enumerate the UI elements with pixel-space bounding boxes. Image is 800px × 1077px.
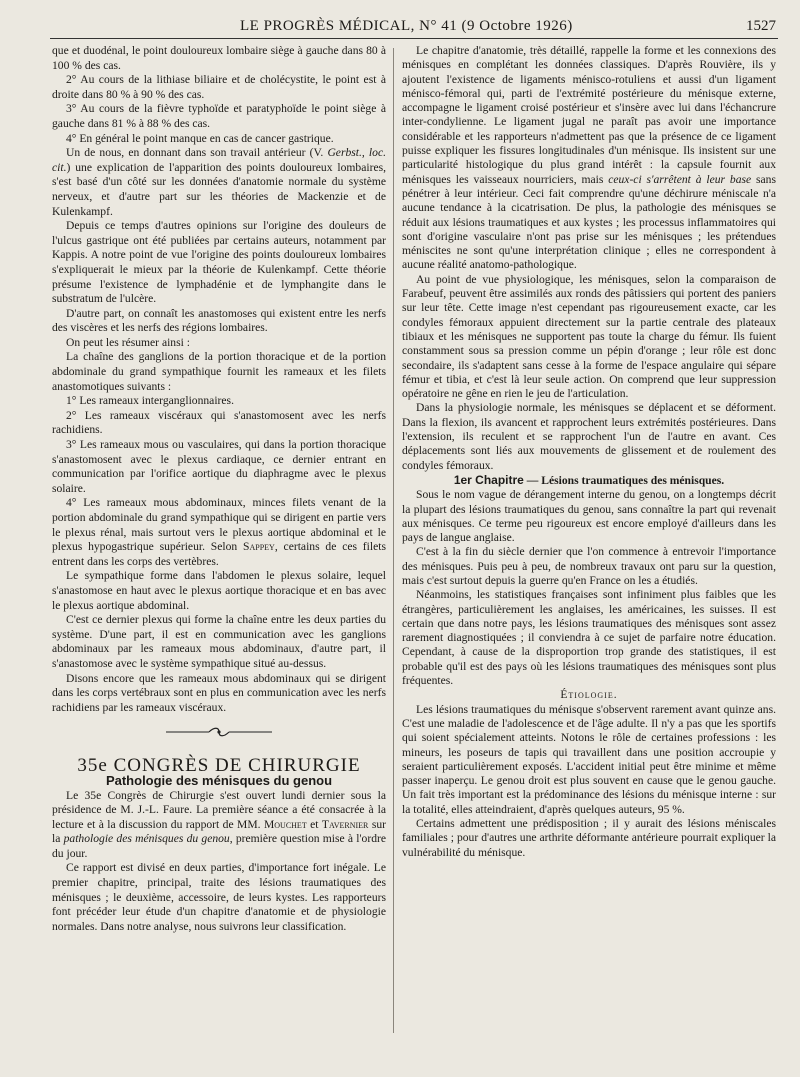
- text-run: , première question mise à l'ordre du jour.: [52, 832, 387, 860]
- paragraph: Le sympathique forme dans l'abdomen le plexus solaire, lequel s'anastomose en haut avec le plexus aortique thoracique et en bas avec le plexus aortique abdominal.: [52, 569, 386, 612]
- text-run: Le 35e Congrès de Chirurgie s'est ouvert lundi dernier sous la présidence de M. J.-L. Faure. La première séance a été consacrée à la lecture et à la discussion du rapport de MM.: [52, 788, 386, 831]
- column-divider: [393, 48, 394, 1033]
- paragraph: 1° Les rameaux interganglionnaires.: [66, 394, 234, 408]
- text-run: sans pénétrer à leur intérieur. Ceci fait comprendre qu'une déchirure méniscale n'a aucune tendance à la cicatrisation. De plus, la pathologie des ménisques se réduit aux lésions traumatiques et aux kystes ; les processus inflammatoires qui sont d'origine vasculaire n'ont pas prise sur les ménisques ; les prétendues méniscites ne sont qu'une interprétation clinique ; elles ne correspondent à aucune réalité anatomo-pathologique.: [402, 172, 776, 272]
- paragraph: D'autre part, on connaît les anastomoses qui existent entre les nerfs des viscères et les nerfs des régions lombaires.: [52, 306, 386, 335]
- ornament-divider: [52, 727, 386, 737]
- paragraph: C'est à la fin du siècle dernier que l'on commence à entrevoir l'importance des ménisques. Puis peu à peu, de nombreux travaux ont paru sur la question, mais c'est surtout depuis la guerre qu'en France on les a étudiés.: [402, 545, 776, 587]
- author-name: Tavernier: [321, 817, 369, 831]
- text-run: 4° Les rameaux mous abdominaux, minces filets venant de la portion abdominale du grand sympathique qui se dirigent en partie vers le plexus rénal, mais surtout vers le plexus aortique abdominal et le plexus hypogastrique supérieur. Selon: [52, 496, 386, 554]
- paragraph: Sous le nom vague de dérangement interne du genou, on a longtemps décrit la plupart des lésions traumatiques du genou, sans connaître la part qui revenait aux ménisques. Ce terme peu rigoureux est encore employé d'ailleurs dans les pays de langue anglaise.: [402, 488, 776, 545]
- paragraph: Disons encore que les rameaux mous abdominaux qui se dirigent dans les corps vertébraux sont en plus en communication avec les nerfs rachidiens par les rameaux viscéraux.: [52, 671, 386, 714]
- running-title: LE PROGRÈS MÉDICAL, N° 41 (9 Octobre 1926): [240, 18, 573, 34]
- flourish-icon: [164, 727, 274, 737]
- chapter-heading: [402, 473, 776, 488]
- paragraph: 2° Les rameaux viscéraux qui s'anastomosent avec les nerfs rachidiens.: [52, 408, 386, 437]
- author-name: Sappey: [243, 540, 275, 554]
- paragraph: La chaîne des ganglions de la portion thoracique et de la portion abdominale du grand sympathique fournit les rameaux et les filets anastomotiques suivants :: [52, 350, 386, 393]
- chapter-subtitle: — Lésions traumatiques des ménisques.: [523, 473, 725, 487]
- article-title: Pathologie des ménisques du genou: [105, 772, 333, 788]
- section-heading: Étiologie.: [560, 689, 618, 702]
- paragraph: [52, 496, 386, 569]
- report-subject: pathologie des ménisques du genou: [63, 832, 230, 846]
- paragraph: 4° En général le point manque en cas de cancer gastrique.: [66, 131, 334, 145]
- text-run: ) une explication de l'apparition des points douloureux lombaires, s'est basé d'un côté sur les données d'anatomie normale du système nerveux, et d'autre part sur les théories de Mackenzie et de Kulenkampf.: [52, 160, 386, 218]
- text-run: Un de nous, en donnant dans son travail antérieur (V.: [66, 146, 328, 160]
- running-header: [50, 16, 778, 39]
- paragraph: [52, 146, 386, 219]
- congress-title: 35e CONGRÈS DE CHIRURGIE: [77, 755, 361, 777]
- paragraph: [402, 44, 776, 273]
- paragraph: Au point de vue physiologique, les ménisques, selon la comparaison de Farabeuf, peuvent être assimilés aux ronds des pâtissiers qui portent des paniers sur leur tête. Cette image n'est cependant pas rigoureusement exacte, car les condyles fémoraux appuient directement sur la partie centrale des plateaux tibiaux et les ménisques ne supportent pas toute la charge du fémur. Ils fuient constamment sous sa pression comme un pépin d'orange ; leur rôle est donc secondaire, ils s'adaptent sans cesse à la forme de l'espace angulaire qui sépare fémur et tibia, et c'est là leur seule action. On comprend que leur suppression opératoire ne gêne en rien le jeu de l'articulation.: [402, 272, 776, 401]
- paragraph: Les lésions traumatiques du ménisque s'observent rarement avant quinze ans. C'est une maladie de l'adolescence et de l'âge adulte. Il n'y a pas que les sportifs qui soient spécialement atteints. Notons le rôle de certaines professions : les mineurs, les poseurs de tapis qui travaillent dans une position accroupie y seraient particulièrement exposés. L'accident initial peut être minime et même passer inaperçu. Le genou droit est plus souvent en cause que le genou gauche. Un fait très important est la prédominance des lésions du ménisque interne : sur la totalité, elles atteindraient, d'après quelques auteurs, 95 %.: [402, 702, 776, 816]
- paragraph: Dans la physiologie normale, les ménisques se déplacent et se déforment. Dans la flexion, ils avancent et rapprochent leurs extrémités postérieures. Dans l'extension, ils reculent et se rapprochent l'un de l'autre en avant. Ces déplacements sont liés aux mouvements de glissement et de roulement des condyles fémoraux.: [402, 401, 776, 472]
- author-name: Mouchet: [263, 817, 307, 831]
- paragraph: que et duodénal, le point douloureux lombaire siège à gauche dans 80 à 100 % des cas.: [52, 44, 386, 72]
- text-run: sur la: [52, 817, 386, 846]
- paragraph: Néanmoins, les statistiques françaises sont infiniment plus faibles que les étrangères, particulièrement les anglaises, les américaines, les suisses. Il est certain que dans notre pays, les lésions traumatiques des ménisques sont assez rarement diagnostiquées ; il conviendra à ce sujet de parfaire notre éducation. Cependant, à cause de la disproportion trop grande des statistiques, il est probable qu'il est des pays où les lésions traumatiques des ménisques sont plus fréquentes.: [402, 588, 776, 688]
- emphasis: ceux-ci s'arrêtent à leur base: [608, 172, 752, 186]
- paragraph: [52, 789, 386, 862]
- paragraph: 3° Au cours de la fièvre typhoïde et paratyphoïde le point siège à gauche dans 81 % à 88 % des cas.: [52, 102, 386, 130]
- text-run: et: [306, 817, 322, 831]
- chapter-label: 1er Chapitre: [453, 472, 524, 487]
- text-run: , certains de ces filets entrent dans les corps des vertèbres.: [52, 540, 386, 568]
- paragraph: 2° Au cours de la lithiase biliaire et de cholécystite, le point est à droite dans 80 % à 90 % des cas.: [52, 73, 386, 101]
- left-column: [52, 44, 386, 934]
- paragraph: 3° Les rameaux mous ou vasculaires, qui dans la portion thoracique s'anastomosent avec le plexus cardiaque, ce dernier entrant en communication par l'orifice aortique du diaphragme avec le plexus solaire.: [52, 438, 386, 495]
- paragraph: Depuis ce temps d'autres opinions sur l'origine des douleurs de l'ulcus gastrique ont été publiées par certains auteurs, notamment par Kappis. A notre point de vue l'origine des points douloureux lombaires s'expliquerait le mieux par la théorie de Kulenkampf. Cette théorie présume l'existence de lymphadénie et de lymphangite dans le substratum de l'ulcère.: [52, 219, 386, 306]
- page-number: 1527: [746, 18, 776, 34]
- paragraph: On peut les résumer ainsi :: [66, 335, 190, 349]
- paragraph: Certains admettent une prédisposition ; il y aurait des lésions méniscales familiales ; pour d'autres une arthrite déformante antérieure pourrait expliquer la vulnérabilité du ménisque.: [402, 817, 776, 859]
- right-column: [402, 44, 776, 860]
- paragraph: Ce rapport est divisé en deux parties, d'importance fort inégale. Le premier chapitre, principal, traite des lésions traumatiques des ménisques ; le deuxième, accessoire, de leurs kystes. Les rapporteurs font précéder leur étude d'un chapitre d'anatomie et de physiologie normales. Dans notre analyse, nous suivrons leur classification.: [52, 861, 386, 933]
- text-run: Le chapitre d'anatomie, très détaillé, rappelle la forme et les connexions des ménisques en complétant les données classiques. D'après Rouvière, ils y ajoutent l'existence de ligaments ménisco-rotuliens et aussi d'un ligament ménisco-fémoral qui, parti de l'extrémité postérieure du ménisque externe, accompagne le ligament croisé postérieur et s'insère avec lui dans l'échancrure inter-condylienne. Le ligament jugal ne paraît pas avoir une importance considérable et les rapporteurs n'admettent pas que la présence de ce ligament puisse expliquer les fissures longitudinales d'un ménisque. Ils insistent sur une particularité histologique du plus grand intérêt : la capsule fournit aux ménisques les vaisseaux nourriciers, mais: [402, 44, 776, 186]
- paragraph: C'est ce dernier plexus qui forme la chaîne entre les deux parties du système. D'une part, il est en communication avec les ganglions abdominaux par les rameaux mous abdominaux, d'autre part, il s'anastomose avec le système sympathique situé au-dessus.: [52, 613, 386, 670]
- citation: Gerbst., loc. cit.: [52, 146, 386, 174]
